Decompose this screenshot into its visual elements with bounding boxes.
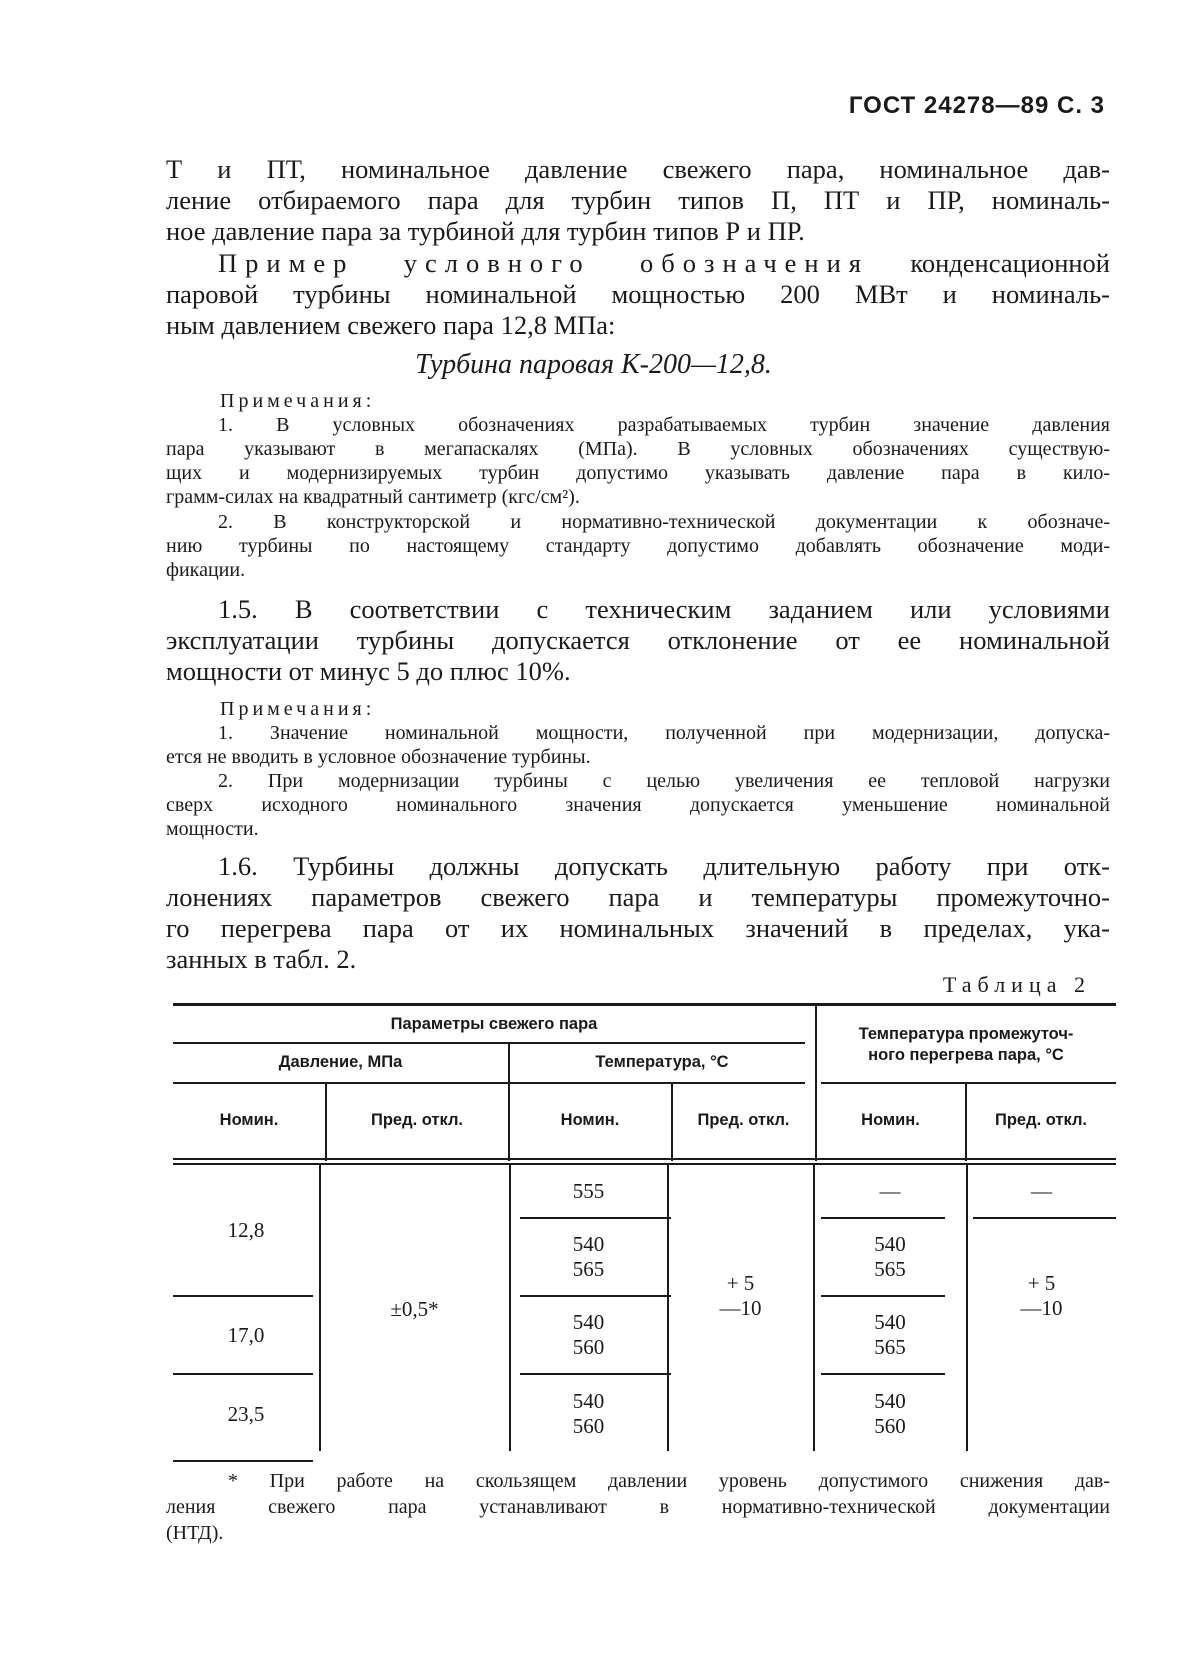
clause-line: эксплуатации турбины допускается отклонение от ее номинальной — [166, 625, 1110, 655]
table-rule — [173, 1158, 1116, 1160]
note-line: фикации. — [166, 559, 246, 581]
header-temperature: Температура, °С — [595, 1053, 729, 1071]
note-line: 1. Значение номинальной мощности, полученной при модернизации, допуска- — [218, 722, 1110, 744]
pressure-deviation-cell: ±0,5* — [390, 1296, 439, 1321]
clause-line: занных в табл. 2. — [166, 944, 357, 974]
pressure-cell: 23,5 — [227, 1401, 265, 1426]
clause-line: 1.6. Турбины должны допускать длительную работу при отк- — [218, 851, 1110, 881]
pressure-cell: 12,8 — [227, 1217, 265, 1242]
value: + 5 — [726, 1271, 755, 1295]
clause-line: мощности от минус 5 до плюс 10%. — [166, 656, 571, 686]
clause-line: лонениях параметров свежего пара и температуры промежуточно- — [166, 882, 1110, 912]
header-nom: Номин. — [560, 1111, 620, 1129]
temperature-deviation-cell — [668, 1219, 813, 1373]
temperature-cell — [510, 1219, 667, 1295]
text-line: паровой турбины номинальной мощностью 200 МВт и номиналь- — [166, 279, 1110, 309]
header-dev: Пред. откл. — [370, 1111, 464, 1129]
reheat-cell — [814, 1165, 966, 1217]
note-line: ется не вводить в условное обозначение турбины. — [166, 746, 591, 768]
note-line: 2. В конструкторской и нормативно-технической документации к обозначе- — [218, 511, 1110, 533]
note-line: мощности. — [166, 818, 259, 840]
example-spaced-label: Пример условного обозначения — [218, 248, 869, 278]
reheat-cell — [814, 1375, 966, 1453]
note-line: 2. При модернизации турбины с целью увеличения ее тепловой нагрузки — [218, 770, 1110, 792]
header-reheat — [816, 1007, 1116, 1082]
pressure-cell: 17,0 — [227, 1322, 265, 1347]
value: 540 — [874, 1310, 906, 1334]
header-dev: Пред. откл. — [994, 1111, 1088, 1129]
header-reheat-line: ного перегрева пара, °С — [868, 1045, 1064, 1064]
header-fresh-steam: Параметры свежего пара — [390, 1015, 598, 1033]
value: — — [879, 1178, 901, 1203]
value: 565 — [874, 1335, 906, 1359]
table-rule — [173, 1003, 1116, 1006]
parameters-table — [173, 1003, 1116, 1463]
value: 540 — [874, 1389, 906, 1413]
table-rule — [173, 1460, 313, 1462]
example-line1-rest: конденсационной — [910, 248, 1110, 278]
header-pressure: Давление, МПа — [278, 1053, 403, 1071]
note-line: щих и модернизируемых турбин допустимо указывать давление пара в кило- — [166, 462, 1110, 484]
reheat-deviation-cell — [967, 1219, 1116, 1373]
header-dev: Пред. откл. — [697, 1111, 790, 1129]
value: 540 — [874, 1232, 906, 1256]
value: 560 — [572, 1414, 605, 1438]
header-nom: Номин. — [861, 1111, 920, 1129]
note-line: нию турбины по настоящему стандарту допустимо добавлять обозначение моди- — [166, 535, 1110, 557]
clause-line: го перегрева пара от их номинальных значений в пределах, ука- — [166, 913, 1110, 943]
table-footnote — [166, 1468, 1110, 1546]
value: 560 — [874, 1414, 906, 1438]
designation-example: Турбина паровая К-200—12,8. — [415, 349, 772, 380]
value: —10 — [1020, 1296, 1063, 1320]
reheat-deviation-cell: — — [1031, 1178, 1052, 1203]
reheat-cell — [814, 1297, 966, 1373]
text-line: ным давлением свежего пара 12,8 МПа: — [166, 310, 616, 340]
value: —10 — [719, 1296, 762, 1320]
value: 560 — [572, 1335, 605, 1359]
text-line: ное давление пара за турбиной для турбин типов Р и ПР. — [166, 216, 805, 246]
example-line — [166, 248, 1110, 279]
temperature-cell — [510, 1297, 667, 1373]
notes-title: Примечания: — [220, 698, 376, 720]
footnote-line: ления свежего пара устанавливают в нормативно-технической документации — [166, 1496, 1110, 1518]
value: + 5 — [1027, 1271, 1056, 1295]
header-nom: Номин. — [219, 1111, 279, 1129]
temperature-cell — [510, 1165, 667, 1217]
footnote-line: (НТД). — [166, 1522, 224, 1544]
value: 540 — [572, 1232, 605, 1256]
value: 565 — [572, 1257, 605, 1281]
note-line: сверх исходного номинального значения допускается уменьшение номинальной — [166, 794, 1110, 816]
note-line: 1. В условных обозначениях разрабатываемых турбин значение давления — [218, 414, 1110, 436]
page-header: ГОСТ 24278—89 С. 3 — [848, 92, 1105, 119]
value: 565 — [874, 1257, 906, 1281]
clause-line: 1.5. В соответствии с техническим заданием или условиями — [218, 594, 1110, 624]
value: 540 — [572, 1310, 605, 1334]
note-line: грамм-силах на квадратный сантиметр (кгс/см²). — [166, 486, 580, 508]
note-line: пара указывают в мегапаскалях (МПа). В условных обозначениях существую- — [166, 438, 1110, 460]
footnote-line: * При работе на скользящем давлении уровень допустимого снижения дав- — [228, 1470, 1110, 1492]
reheat-cell — [814, 1219, 966, 1295]
notes-title: Примечания: — [220, 390, 376, 412]
value: 555 — [572, 1178, 605, 1203]
text-line: Т и ПТ, номинальное давление свежего пара, номинальное дав- — [166, 154, 1110, 184]
temperature-cell — [510, 1375, 667, 1453]
header-reheat-line: Температура промежуточ- — [858, 1024, 1074, 1043]
text-line: ление отбираемого пара для турбин типов П, ПТ и ПР, номиналь- — [166, 185, 1110, 215]
value: 540 — [572, 1389, 605, 1413]
table-title: Таблица 2 — [942, 972, 1091, 997]
